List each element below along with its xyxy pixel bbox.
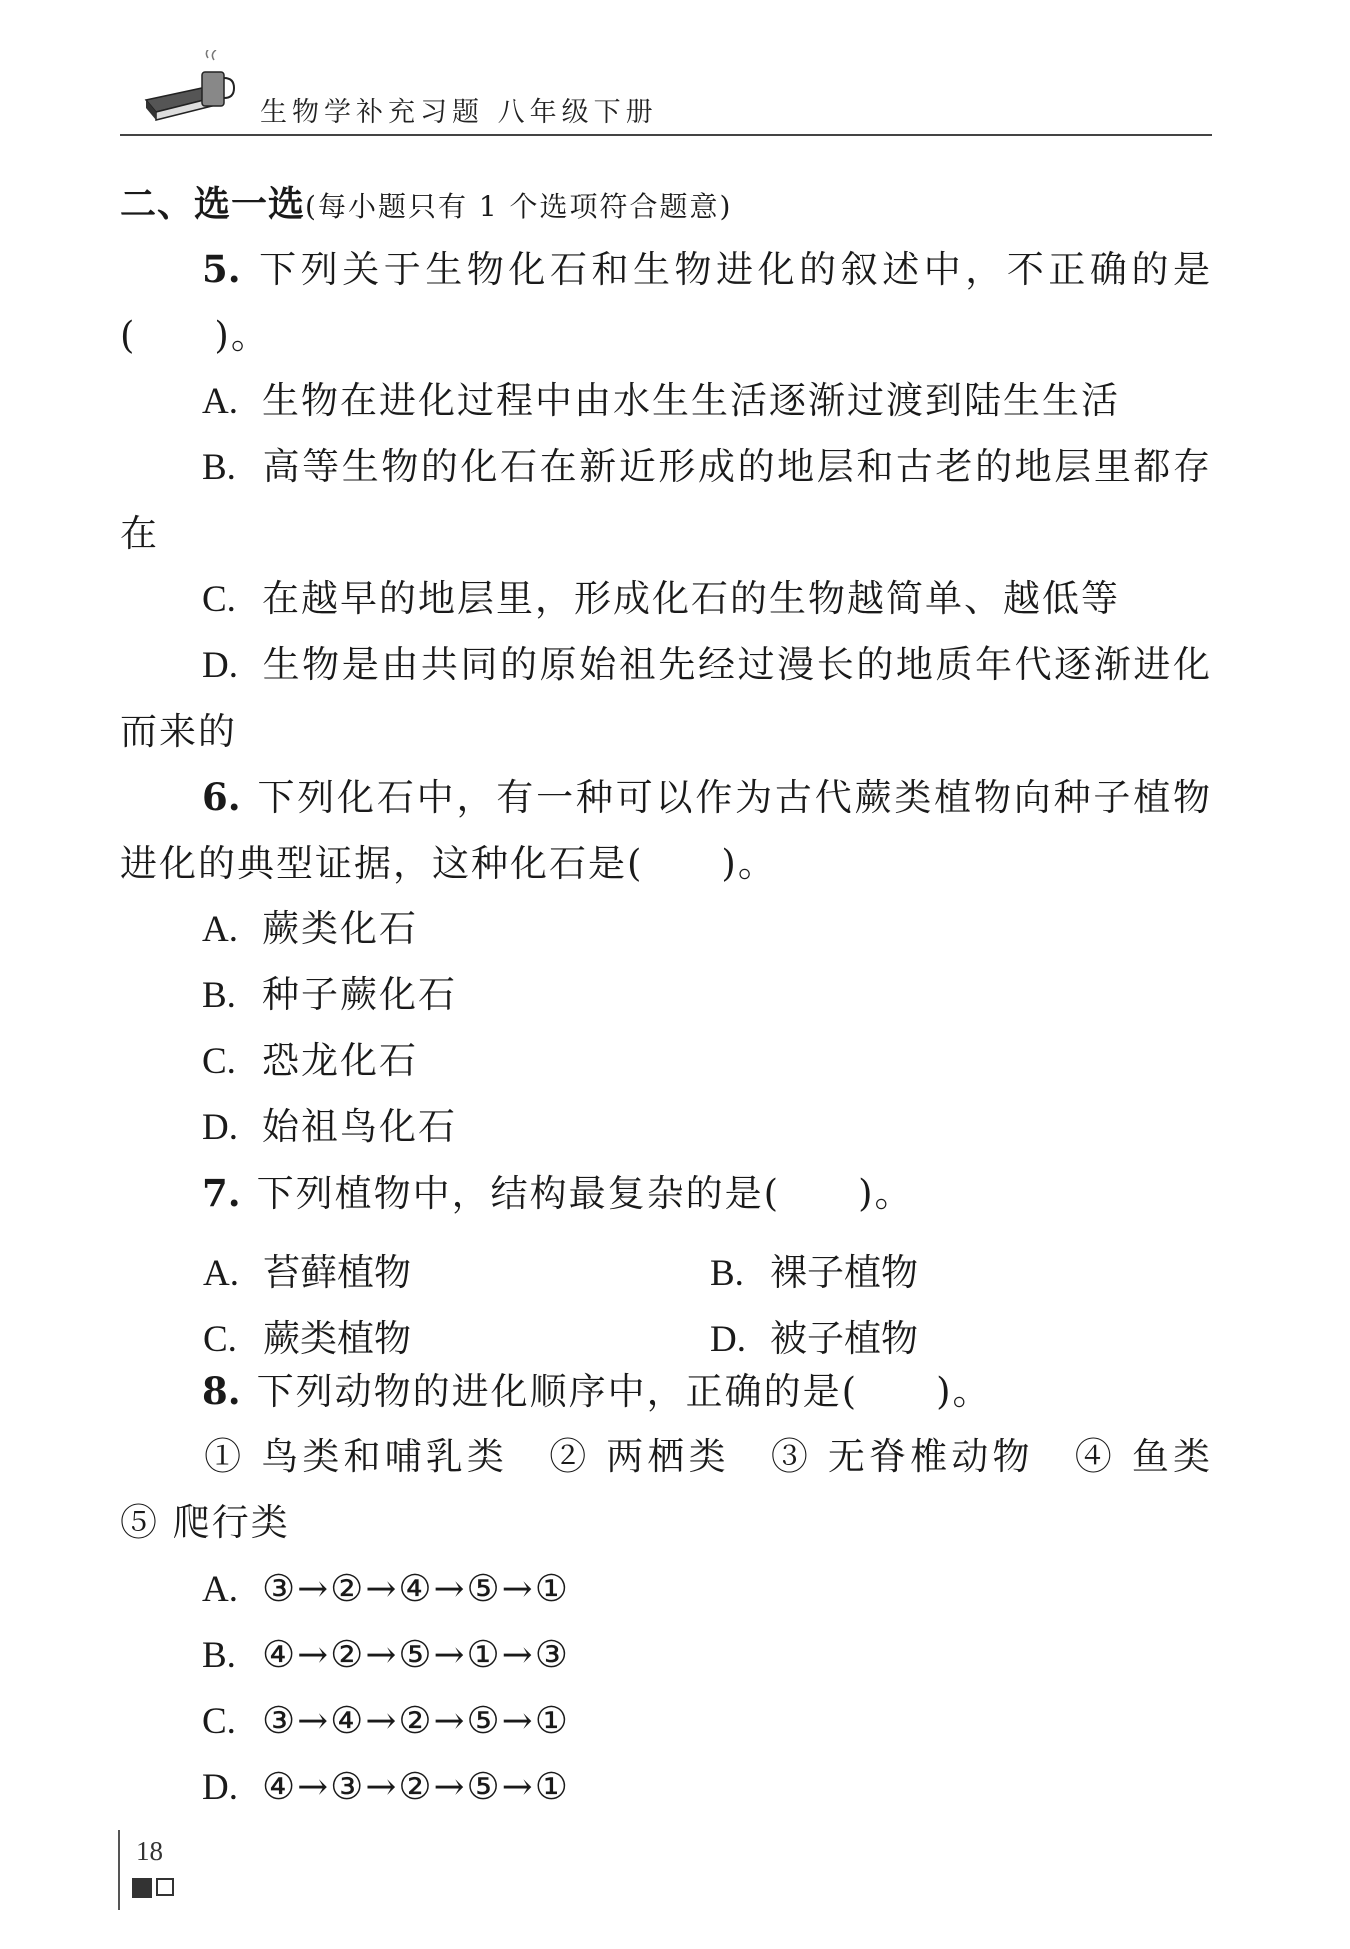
- option-text: 恐龙化石: [262, 1039, 418, 1082]
- option-letter: B.: [710, 1253, 744, 1294]
- option-letter: D.: [202, 1107, 238, 1148]
- question-8-option-d: [120, 1754, 1212, 1821]
- question-8-items: [120, 1424, 1251, 1556]
- option-letter: C.: [203, 1319, 237, 1360]
- page-number: 18: [136, 1836, 163, 1866]
- option-text: 高等生物的化石在新近形成的地层和古老的地层里都存在: [120, 445, 1212, 555]
- question-5-option-c: [120, 566, 1212, 633]
- option-text: ③→④→②→⑤→①: [262, 1699, 570, 1742]
- option-letter: A.: [202, 381, 238, 422]
- option-text: 在越早的地层里，形成化石的生物越简单、越低等: [262, 577, 1120, 620]
- option-text: 被子植物: [770, 1317, 918, 1360]
- question-number: 7.: [202, 1171, 241, 1215]
- question-6-option-b: [120, 962, 1212, 1029]
- question-6-option-d: [120, 1094, 1212, 1161]
- option-letter: B.: [202, 1635, 236, 1676]
- option-letter: B.: [202, 975, 236, 1016]
- option-text: 始祖鸟化石: [262, 1105, 457, 1148]
- question-number: 8.: [202, 1369, 241, 1413]
- filled-square-icon: [132, 1878, 152, 1898]
- question-5: [120, 236, 1212, 369]
- question-8-option-b: [120, 1622, 1212, 1689]
- section-heading: [120, 184, 733, 225]
- question-7: [120, 1160, 1212, 1227]
- option-text: 裸子植物: [770, 1251, 918, 1294]
- option-text: 蕨类植物: [263, 1317, 411, 1360]
- option-text: ③→②→④→⑤→①: [262, 1567, 570, 1610]
- option-letter: D.: [710, 1319, 746, 1360]
- header-divider: [120, 134, 1212, 136]
- question-stem: 下列植物中，结构最复杂的是( )。: [256, 1172, 914, 1215]
- option-text: 苔藓植物: [263, 1251, 411, 1294]
- header-title: 生物学补充习题 八年级下册: [260, 97, 658, 128]
- question-number: 5.: [202, 247, 241, 291]
- option-letter: A.: [203, 1253, 239, 1294]
- section-note: (每小题只有 1 个选项符合题意): [305, 190, 733, 223]
- question-5-option-a: [120, 368, 1212, 435]
- question-5-option-d: [120, 632, 1212, 765]
- question-8-option-a: [120, 1556, 1212, 1623]
- question-7-option-d: [710, 1308, 918, 1362]
- empty-square-icon: [156, 1878, 174, 1896]
- option-letter: D.: [202, 1767, 238, 1808]
- option-letter: A.: [202, 1569, 238, 1610]
- question-stem: 下列动物的进化顺序中，正确的是( )。: [256, 1370, 992, 1413]
- question-6-option-a: [120, 896, 1212, 963]
- option-text: 生物在进化过程中由水生生活逐渐过渡到陆生生活: [262, 379, 1120, 422]
- question-7-option-b: [710, 1242, 918, 1296]
- question-7-option-a: [203, 1242, 411, 1296]
- option-text: ④→③→②→⑤→①: [262, 1765, 570, 1808]
- option-text: 种子蕨化石: [262, 973, 457, 1016]
- question-8: [120, 1358, 1212, 1425]
- question-items: ① 鸟类和哺乳类 ② 两栖类 ③ 无脊椎动物 ④ 鱼类 ⑤ 爬行类: [120, 1435, 1251, 1544]
- question-6-option-c: [120, 1028, 1212, 1095]
- question-8-option-c: [120, 1688, 1212, 1755]
- option-letter: C.: [202, 1701, 236, 1742]
- option-letter: D.: [202, 645, 238, 686]
- section-title: 二、选一选: [120, 184, 306, 225]
- book-and-cup-icon: [142, 50, 252, 130]
- option-text: 生物是由共同的原始祖先经过漫长的地质年代逐渐进化而来的: [120, 643, 1212, 753]
- question-6: [120, 764, 1212, 897]
- question-stem: 下列化石中，有一种可以作为古代蕨类植物向种子植物进化的典型证据，这种化石是( )。: [120, 776, 1212, 885]
- option-text: 蕨类化石: [262, 907, 418, 950]
- option-letter: C.: [202, 579, 236, 620]
- option-text: ④→②→⑤→①→③: [262, 1633, 570, 1676]
- question-5-option-b: [120, 434, 1212, 567]
- question-stem: 下列关于生物化石和生物进化的叙述中，不正确的是( )。: [120, 248, 1212, 357]
- page-header: [120, 48, 1212, 138]
- question-7-option-c: [203, 1308, 411, 1362]
- question-number: 6.: [202, 775, 241, 819]
- option-letter: C.: [202, 1041, 236, 1082]
- footer-divider: [118, 1830, 120, 1910]
- option-letter: A.: [202, 909, 238, 950]
- option-letter: B.: [202, 447, 236, 488]
